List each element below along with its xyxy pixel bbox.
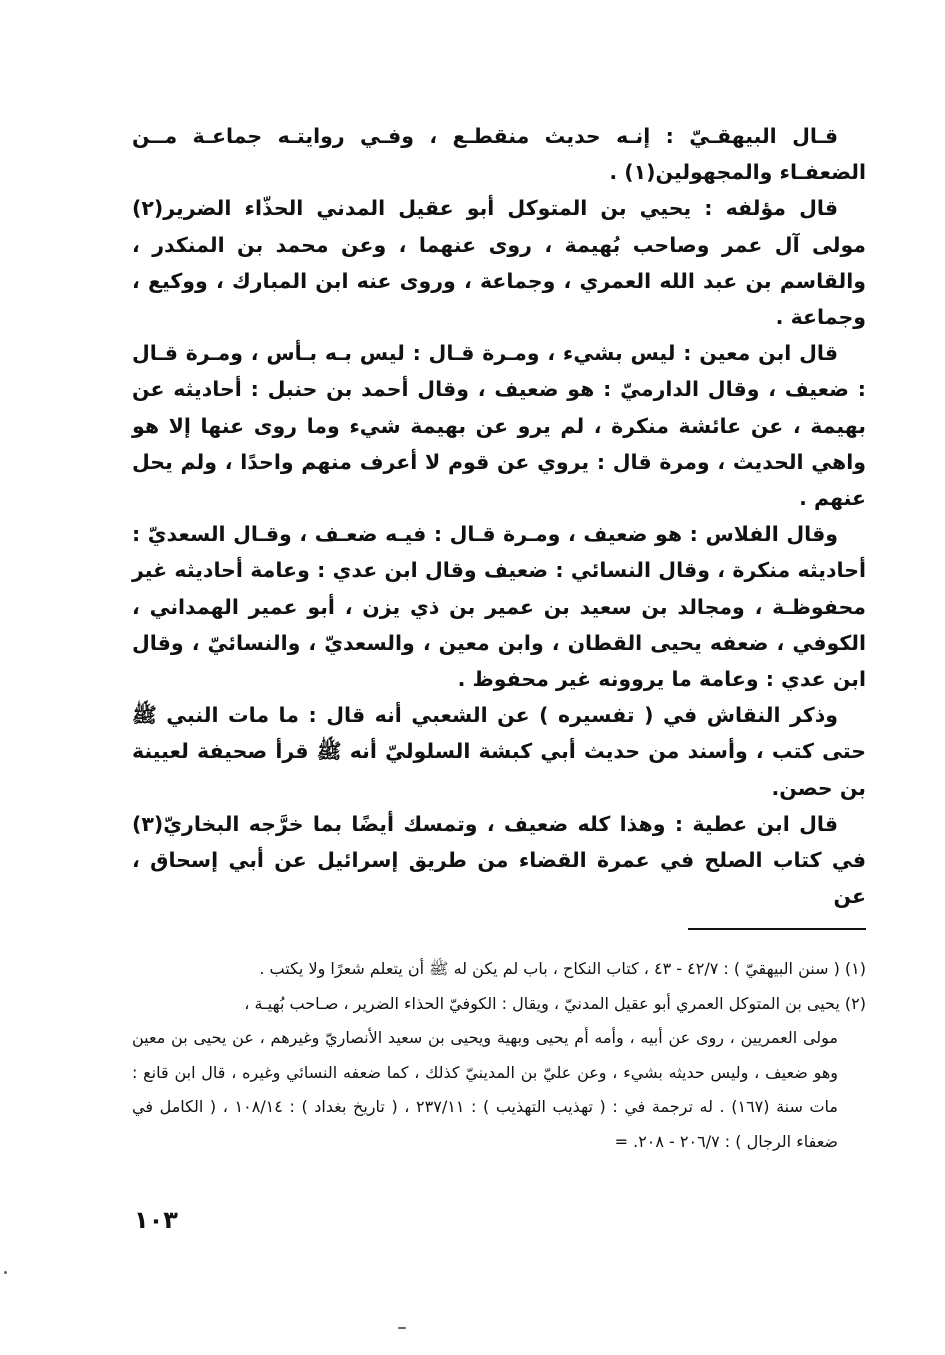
paragraph-6: قال ابن عطية : وهذا كله ضعيف ، وتمسك أيضًا بما خرَّجه البخاريّ(٣) في كتاب الصلح في عمرة القضاء من طريق إسرائيل عن أبي إسحاق ، عن (132, 811, 866, 909)
main-text (132, 118, 866, 914)
footnote-2: (٢) يحيى بن المتوكل العمري أبو عقيل المدنيّ ، ويقال : الكوفيّ الحذاء الضرير ، صـاحب بُهيـة ، (244, 993, 866, 1013)
footnote-2-continued: مولى العمريين ، روى عن أبيه ، وأمه أم يحيى وبهية ويحيى بن سعيد الأنصاريّ وغيرهم ، عن يحيى بن معين وهو ضعيف ، وليس حديثه بشيء ، وعن عليّ بن المدينيّ كذلك ، كما ضعفه النسائي وغيره ، قال ابن قانع : مات سنة (١٦٧) . له ترجمة في : ( تهذيب التهذيب ) : ٢٣٧/١١ ، ( تاريخ بغداد ) : ١٠٨/١٤ ، ( الكامل في ضعفاء الرجال ) : ٢٠٦/٧ - ٢٠٨. = (132, 1028, 839, 1151)
paragraph-4: وقال الفلاس : هو ضعيف ، ومـرة قـال : فيـه ضعـف ، وقـال السعديّ : أحاديثه منكرة ، وقال النسائي : ضعيف وقال ابن عدي : وعامة أحاديثه غير محفوظـة ، ومجالد بن سعيد بن عمير بن ذي يزن ، أبو عمير الهمداني ، الكوفي ، ضعفه يحيى القطان ، وابن معين ، والسعديّ ، والنسائيّ ، وقال ابن عدي : وعامة ما يروونه غير محفوظ . (132, 522, 866, 692)
footnote-1: (١) ( سنن البيهقيّ ) : ٤٢/٧ - ٤٣ ، كتاب النكاح ، باب لم يكن له ﷺ أن يتعلم شعرًا ولا يكتب . (259, 959, 866, 978)
scan-speck (398, 1327, 406, 1329)
paragraph-2: قال مؤلفه : يحيي بن المتوكل أبو عقيل المدني الحذّاء الضرير(٢) مولى آل عمر وصاحب بُهيمة ، روى عنهما ، وعن محمد بن المنكدر ، والقاسم بن عبد الله العمري ، وجماعة ، وروى عنه ابن المبارك ، ووكيع ، وجماعة . (132, 196, 866, 330)
paragraph-5: وذكر النقاش في ( تفسيره ) عن الشعبي أنه قال : ما مات النبي ﷺ حتى كتب ، وأسند من حديث أبي كبشة السلوليّ أنه ﷺ قرأ صحيفة لعيينة بن حصن. (132, 703, 866, 800)
scan-speck (4, 1271, 7, 1274)
footnotes (132, 952, 866, 1160)
page-number: ١٠٣ (134, 1206, 178, 1234)
paragraph-1: قـال البيهقـيّ : إنـه حديث منقطـع ، وفـي روايتـه جماعـة مــن الضعفـاء والمجهولين(١) . (132, 124, 866, 185)
paragraph-3: قال ابن معين : ليس بشيء ، ومـرة قـال : ليس بـه بـأس ، ومـرة قـال : ضعيف ، وقال الدارميّ : هو ضعيف ، وقال أحمد بن حنبل : أحاديثه عن بهيمة ، عن عائشة منكرة ، لم يرو عن بهيمة شيء وما روى عنها إلا هو واهي الحديث ، ومرة قال : يروي عن قوم لا أعرف منهم واحدًا ، ولم يحل عنهم . (132, 341, 866, 511)
footnote-separator (688, 928, 866, 930)
